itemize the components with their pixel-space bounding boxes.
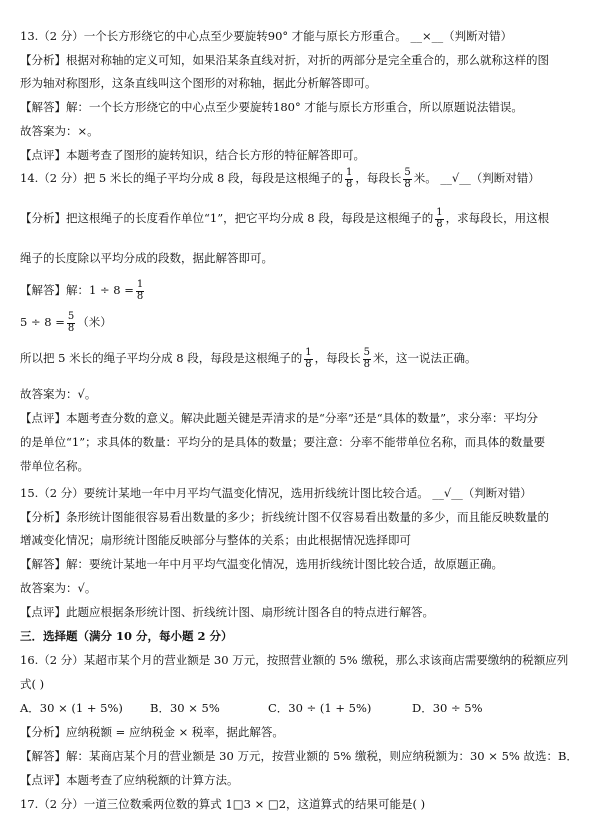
q15-analysis-line-1: 【分析】条形统计图能很容易看出数量的多少；折线统计图不仅容易看出数量的多少，而且能反映数量的 [20,510,549,524]
q16-stem-line-1: 16.（2 分）某超市某个月的营业额是 30 万元，按照营业额的 5% 缴税，那么求该商店需要缴纳的税额应列 [20,653,569,667]
q13-solution: 【解答】解：一个长方形绕它的中心点至少要旋转180° 才能与原长方形重合，所以原题说法错误。 [20,100,523,114]
q16-analysis: 【分析】应纳税额 = 应纳税金 × 税率，据此解答。 [20,725,284,739]
q14-conclusion: 所以把 5 米长的绳子平均分成 8 段，每段是这根绳子的 $\frac{1}{8}$ ，每段长 $\frac{5}{8}$ 米，这一说法正确。 [20,347,477,370]
q14-analysis-line-2: 绳子的长度除以平均分成的段数，据此解答即可。 [20,251,273,265]
q16-stem-line-2: 式( ) [20,677,45,691]
q16-option-b: B．30 × 5% [150,701,220,715]
q13-analysis-line-1: 【分析】根据对称轴的定义可知，如果沿某条直线对折，对折的两部分是完全重合的，那么就称这样的图 [20,53,549,67]
q14-solution-fraction: $\frac{1}{8}$ [136,279,144,302]
q14-analysis-fraction: $\frac{1}{8}$ [436,207,443,230]
q15-analysis-line-2: 增减变化情况；扇形统计图能反映部分与整体的关系；由此根据情况选择即可 [20,533,411,547]
q13-analysis-line-2: 形为轴对称图形，这条直线叫这个图形的对称轴，据此分析解答即可。 [20,76,377,90]
q14-conclusion-fraction-2: $\frac{5}{8}$ [363,347,371,370]
q15-solution: 【解答】解：要统计某地一年中月平均气温变化情况，选用折线统计图比较合适，故原题正确。 [20,557,503,571]
q14-comment-line-3: 带单位名称。 [20,459,89,473]
q15-answer: 故答案为：√。 [20,581,97,595]
q14-stem-text-b: ，每段长 [355,171,402,185]
q14-comment-line-2: 的是单位“1”；求具体的数量：平均分的是具体的数量；要注意：分率不能带单位名称，而具体的数量要 [20,435,546,449]
section-3-heading: 三．选择题（满分 10 分，每小题 2 分） [20,629,233,643]
q13-answer: 故答案为：×。 [20,124,99,138]
q14-stem-text-a: 14.（2 分）把 5 米长的绳子平均分成 8 段，每段是这根绳子的 [20,171,344,185]
q14-answer: 故答案为：√。 [20,387,97,401]
q14-calculation: 5 ÷ 8 = $\frac{5}{8}$ （米） [20,311,112,334]
q16-solution: 【解答】解：某商店某个月的营业额是 30 万元，按营业额的 5% 缴税，则应纳税额为：30 × 5% 故选：B． [20,749,578,763]
q14-comment-line-1: 【点评】本题考查分数的意义。解决此题关键是弄清求的是“分率”还是“具体的数量”，求分率：平均分 [20,411,539,425]
q17-stem: 17.（2 分）一道三位数乘两位数的算式 1□3 × □2，这道算式的结果可能是( ) [20,797,426,811]
q13-comment: 【点评】本题考查了图形的旋转知识，结合长方形的特征解答即可。 [20,148,365,162]
q14-stem-fraction-2: $\frac{5}{8}$ [404,167,411,190]
q14-stem-fraction-1: $\frac{1}{8}$ [346,167,353,190]
q15-stem: 15.（2 分）要统计某地一年中月平均气温变化情况，选用折线统计图比较合适。 __√__（判断对错） [20,486,532,500]
q16-option-d: D．30 ÷ 5% [412,701,483,715]
q14-calculation-fraction: $\frac{5}{8}$ [67,311,75,334]
q14-stem-text-c: 米。 __√__（判断对错） [413,171,540,185]
q15-comment: 【点评】此题应根据条形统计图、折线统计图、扇形统计图各自的特点进行解答。 [20,605,434,619]
q14-conclusion-fraction-1: $\frac{1}{8}$ [305,347,312,370]
q16-comment: 【点评】本题考查了应纳税额的计算方法。 [20,773,239,787]
q16-option-a: A．30 × (1 + 5%) [20,701,123,715]
q14-stem [20,168,540,190]
q13-stem: 13.（2 分）一个长方形绕它的中心点至少要旋转90° 才能与原长方形重合。 __×__（判断对错） [20,29,513,43]
q14-solution: 【解答】解：1 ÷ 8 = $\frac{1}{8}$ [20,279,144,302]
q16-option-c: C．30 ÷ (1 + 5%) [268,701,372,715]
q14-analysis-line-1: 【分析】把这根绳子的长度看作单位“1”，把它平均分成 8 段，每段是这根绳子的 $\frac{1}{8}$ ，求每段长，用这根 [20,207,550,230]
